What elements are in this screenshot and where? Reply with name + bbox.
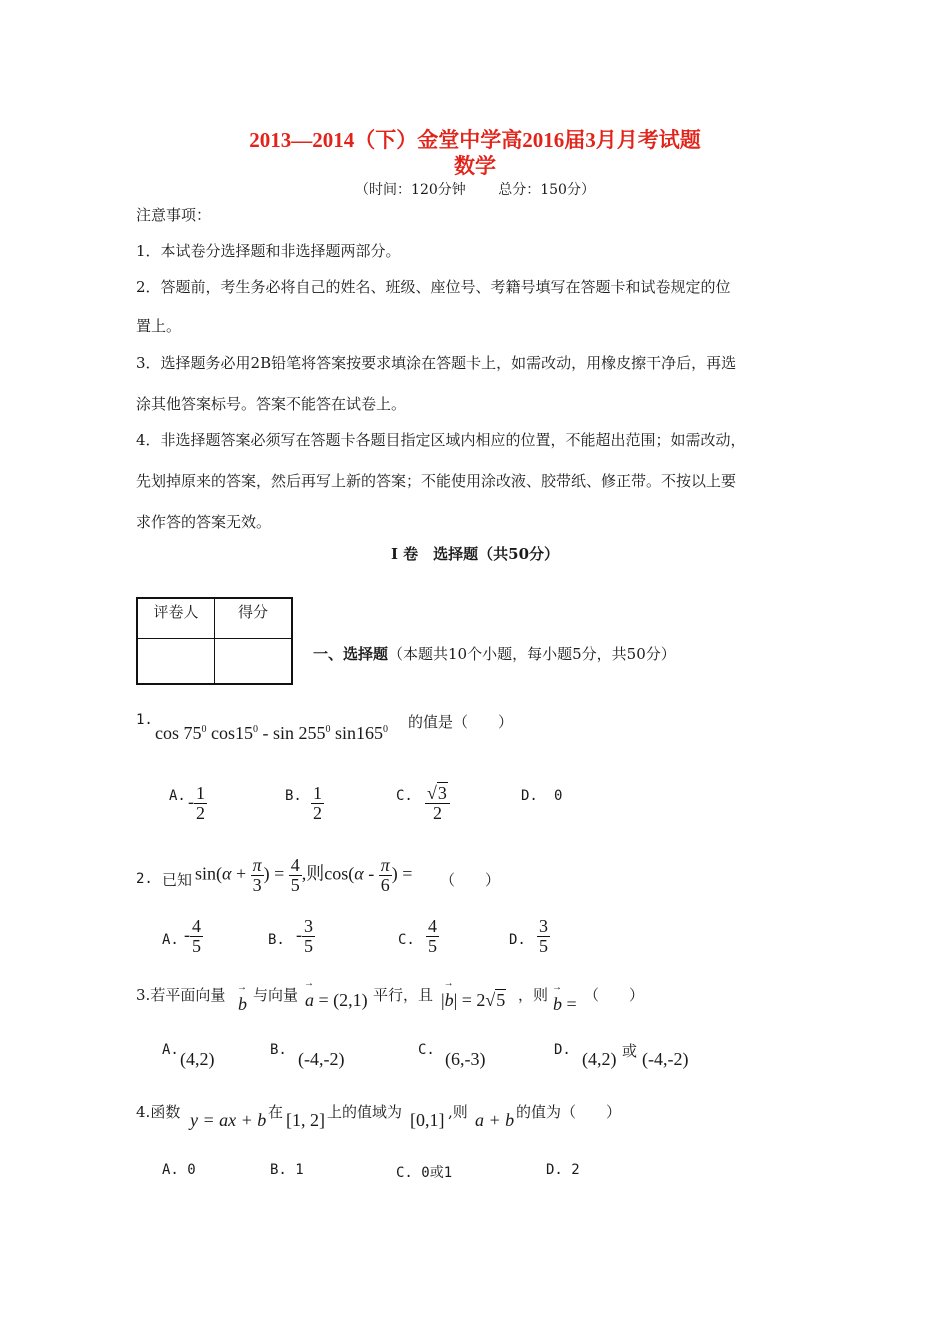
q2-opt-d-frac — [537, 917, 550, 956]
q3-rad: 5 — [496, 990, 506, 1010]
q4-number — [136, 1101, 180, 1122]
exam-title: 2013—2014（下）金堂中学高2016届3月月考试题 — [249, 128, 701, 152]
q1-opt-b-label: B. — [285, 788, 302, 804]
q3-b-1: → b — [238, 994, 247, 1015]
score-label: 得分 — [215, 598, 293, 639]
q1-deg-1: 0 — [201, 724, 207, 735]
note-4-line-1: 4．非选择题答案必须写在答题卡各题目指定区域内相应的位置，不能超出范围；如需改动， — [136, 431, 746, 449]
q3-b-3: → b — [553, 994, 562, 1015]
q1-deg-3: 0 — [325, 724, 331, 735]
q4-range: [0,1] — [410, 1110, 445, 1130]
q3-text-5: ，则 — [518, 986, 549, 1004]
q4-opt-a: A. 0 — [162, 1162, 196, 1178]
q1-opt-c-frac — [425, 784, 450, 823]
q1-opt-c-label: C. — [396, 788, 413, 804]
q1-opt-c — [425, 784, 450, 823]
notes-heading: 注意事项： — [136, 206, 212, 224]
q1-opt-c-rad: 3 — [437, 783, 447, 803]
q1-opt-c-sqrt: √3 — [427, 783, 447, 803]
note-3-line-2: 涂其他答案标号。答案不能答在试卷上。 — [136, 395, 407, 413]
q2-close-eq: ) = — [263, 863, 289, 884]
q3-sqrt: √5 — [485, 990, 506, 1010]
q1-opt-b — [311, 784, 324, 823]
q3-text-4: 平行，且 — [373, 986, 434, 1004]
q4-sum: a + b — [475, 1110, 515, 1130]
q2-opt-b-den: 5 — [304, 935, 313, 956]
q3-opt-b-label: B. — [270, 1042, 287, 1058]
q4-opt-b: B. 1 — [270, 1162, 304, 1178]
q1-opt-a-sign: - — [188, 791, 194, 812]
q3-opt-a: (4,2) — [180, 1049, 215, 1069]
q2-plus: + — [231, 863, 251, 884]
note-1: 1．本试卷分选择题和非选择题两部分。 — [136, 242, 401, 260]
q4-interval: [1, 2] — [286, 1110, 325, 1130]
q2-opt-b — [296, 917, 315, 956]
note-4-line-2: 先划掉原来的答案，然后再写上新的答案；不能使用涂改液、胶带纸、修正带。不按以上要 — [136, 472, 737, 490]
q3-abs-close: | = 2 — [453, 990, 486, 1010]
q3-a-value: = (2,1) — [314, 990, 368, 1010]
q3-num: 3. — [136, 986, 151, 1004]
q1-expr-a: cos 75 — [155, 723, 202, 743]
q2-alpha-1: α — [222, 863, 232, 884]
q2-opt-a-den: 5 — [192, 935, 201, 956]
q1-expression — [155, 723, 388, 744]
q1-deg-4: 0 — [383, 724, 389, 735]
q2-pi-1: π — [252, 855, 262, 875]
q2-number: 2. — [136, 871, 153, 887]
q3-vector-a — [305, 990, 368, 1011]
q2-pi-2: π — [380, 855, 390, 875]
q3-opt-b: (-4,-2) — [298, 1049, 345, 1069]
q1-expr-c: - sin 255 — [258, 723, 326, 743]
part-desc: （本题共10个小题，每小题5分，共50分） — [388, 645, 676, 663]
q2-cos: cos( — [324, 863, 355, 884]
q2-opt-b-label: B. — [268, 932, 285, 948]
q3-opt-a-label: A. — [162, 1042, 179, 1058]
q1-opt-d-label: D. — [521, 788, 538, 804]
q3-opt-c: (6,-3) — [445, 1049, 486, 1069]
q3-opt-d-val-1: (4,2) — [582, 1049, 617, 1069]
q4-text-2: 在 — [268, 1103, 284, 1121]
q3-a: → a — [305, 990, 314, 1011]
q2-six: 6 — [380, 874, 390, 895]
q1-expr-b: cos15 — [206, 723, 253, 743]
q2-expression — [195, 856, 412, 895]
q4-text-4: ,则 — [448, 1103, 468, 1121]
q2-opt-c — [426, 917, 439, 956]
q2-minus: - — [363, 863, 379, 884]
q3-abs — [441, 990, 506, 1011]
q2-opt-d-num: 3 — [539, 916, 548, 936]
q2-opt-c-den: 5 — [428, 935, 437, 956]
exam-subject: 数学 — [454, 154, 496, 178]
q3-number — [136, 984, 225, 1005]
q1-opt-c-den: 2 — [432, 802, 442, 823]
q4-text-3: 上的值域为 — [327, 1103, 403, 1121]
q1-tail: 的值是（ ） — [408, 713, 514, 731]
q2-opt-a-sign: - — [184, 924, 190, 945]
q2-opt-a-frac — [190, 917, 203, 956]
q1-opt-b-num: 1 — [313, 783, 322, 803]
q2-opt-d — [537, 917, 550, 956]
note-3-line-1: 3．选择题务必用2B铅笔将答案按要求填涂在答题卡上，如需改动，用橡皮擦干净后，再选 — [136, 354, 737, 372]
q3-text-2: 与向量 — [253, 986, 299, 1004]
q2-then: ,则 — [301, 863, 325, 884]
q1-opt-a-num: 1 — [196, 783, 205, 803]
grading-table — [136, 597, 293, 685]
q3-opt-d-val-2: (-4,-2) — [642, 1049, 689, 1069]
q1-opt-a — [188, 784, 207, 823]
part-title: 一、选择题 — [313, 645, 389, 663]
note-2-line-2: 置上。 — [136, 317, 182, 335]
grader-cell[interactable] — [137, 639, 215, 685]
q3-b-2: → b — [445, 990, 454, 1011]
q4-num: 4. — [136, 1103, 151, 1121]
q1-opt-b-frac — [311, 784, 324, 823]
q3-opt-d-or: 或 — [622, 1042, 638, 1060]
note-4-line-3: 求作答的答案无效。 — [136, 513, 272, 531]
q2-opt-a-num: 4 — [192, 916, 201, 936]
q1-opt-a-den: 2 — [196, 802, 205, 823]
q3-abs-open: | — [441, 990, 445, 1010]
q3-vector-b — [238, 994, 247, 1015]
q4-tail: 的值为（ ） — [516, 1103, 622, 1121]
grader-label: 评卷人 — [137, 598, 215, 639]
q3-opt-c-label: C. — [418, 1042, 435, 1058]
q3-eq: = — [562, 994, 577, 1014]
q4-function: y = ax + b — [190, 1110, 267, 1130]
q3-opt-d-label: D. — [554, 1042, 571, 1058]
q3-text-1: 若平面向量 — [150, 986, 226, 1004]
q2-opt-c-num: 4 — [428, 916, 437, 936]
q2-opt-d-label: D. — [509, 932, 526, 948]
q1-opt-c-num — [425, 784, 450, 804]
q1-deg-2: 0 — [253, 724, 258, 735]
q2-opt-b-num: 3 — [304, 916, 313, 936]
q1-opt-a-frac — [194, 784, 207, 823]
q2-opt-a-label: A. — [162, 932, 179, 948]
section-title: Ⅰ 卷 选择题（共50分） — [390, 545, 560, 563]
q2-prefix: 已知 — [162, 871, 193, 889]
q2-three: 3 — [252, 874, 262, 895]
q2-opt-b-frac — [302, 917, 315, 956]
q1-opt-b-den: 2 — [313, 802, 322, 823]
q2-frac-4-5 — [289, 856, 302, 895]
score-cell[interactable] — [215, 639, 293, 685]
q2-opt-c-label: C. — [398, 932, 415, 948]
q2-opt-a — [184, 917, 203, 956]
note-2-line-1: 2．答题前，考生务必将自己的姓名、班级、座位号、考籍号填写在答题卡和试卷规定的位 — [136, 278, 731, 296]
q1-opt-a-label: A. — [169, 788, 186, 804]
q2-four: 4 — [290, 855, 300, 875]
q2-alpha-2: α — [354, 863, 364, 884]
q2-close-eq-2: ) = — [391, 863, 413, 884]
q1-expr-d: sin165 — [330, 723, 384, 743]
q2-sin: sin( — [195, 863, 222, 884]
q2-tail: （ ） — [440, 871, 501, 889]
q2-opt-b-sign: - — [296, 924, 302, 945]
q2-frac-pi-6 — [379, 856, 392, 895]
q1-opt-d: 0 — [554, 788, 563, 804]
q4-text-1: 函数 — [150, 1103, 181, 1121]
q4-opt-d: D. 2 — [546, 1162, 580, 1178]
q1-number: 1. — [136, 712, 153, 728]
q2-five: 5 — [290, 874, 300, 895]
q4-opt-c: C. 0或1 — [396, 1165, 453, 1181]
q3-answer-expr — [553, 994, 577, 1015]
q2-opt-d-den: 5 — [539, 935, 548, 956]
q2-frac-pi-3 — [251, 856, 264, 895]
part-heading — [313, 643, 676, 664]
time-info: （时间：120分钟 总分：150分） — [355, 182, 595, 198]
q3-tail: （ ） — [584, 986, 645, 1004]
q2-opt-c-frac — [426, 917, 439, 956]
